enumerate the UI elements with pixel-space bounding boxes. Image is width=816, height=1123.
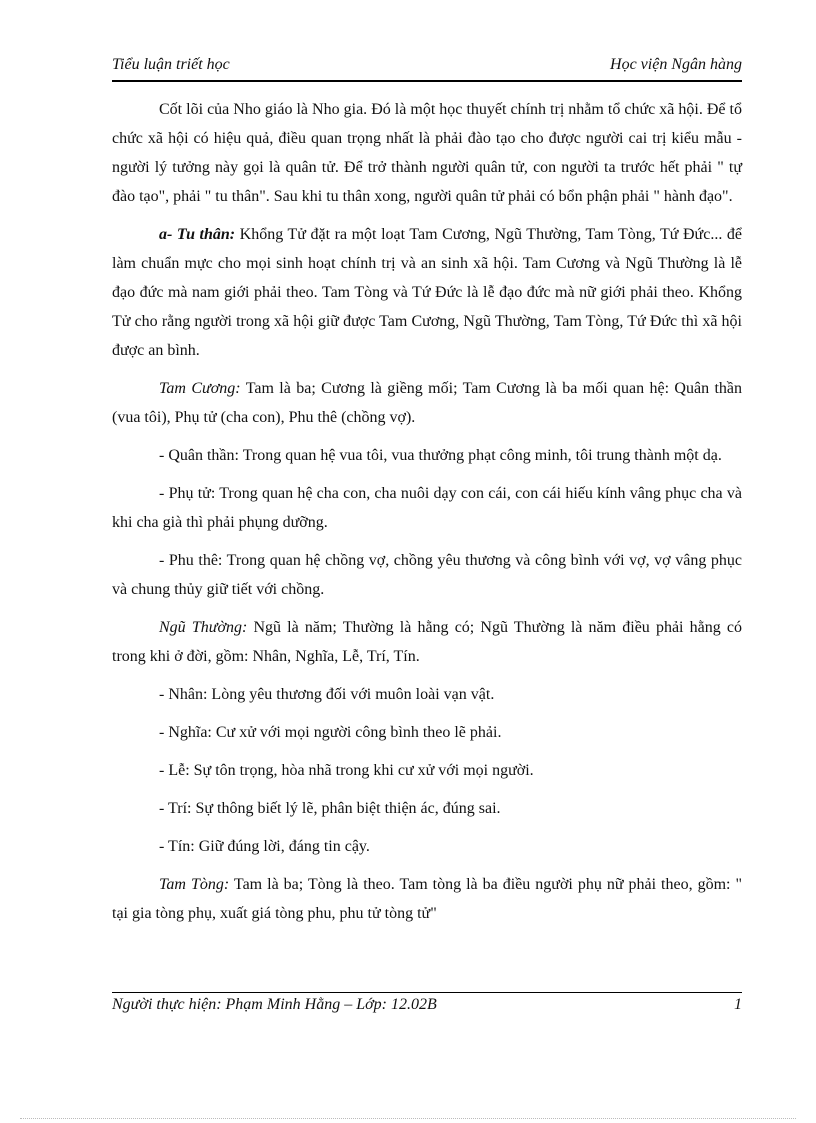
- list-item-tri: - Trí: Sự thông biết lý lẽ, phân biệt thiện ác, đúng sai.: [159, 800, 501, 817]
- paragraph-intro: Cốt lõi của Nho giáo là Nho gia. Đó là một học thuyết chính trị nhằm tổ chức xã hội. Để tổ chức xã hội có hiệu quả, điều quan trọng nhất là phải đào tạo cho được người cai trị kiểu mẫu - người lý tưởng này gọi là quân tử. Để trở thành người quân tử, con người ta trước hết phải " tự đào tạo", phải " tu thân". Sau khi tu thân xong, người quân tử phải có bổn phận phải " hành đạo".: [112, 101, 742, 205]
- paragraph-tu-than: [112, 220, 742, 365]
- list-item-nghia: - Nghĩa: Cư xử với mọi người công bình theo lẽ phải.: [159, 724, 502, 741]
- paragraph-tam-tong: [112, 870, 742, 928]
- page-header: [112, 48, 742, 82]
- section-heading: a- Tu thân:: [159, 226, 236, 243]
- term-label: Ngũ Thường:: [159, 619, 248, 636]
- document-body: [112, 95, 742, 937]
- paragraph-text: Khổng Tử đặt ra một loạt Tam Cương, Ngũ Thường, Tam Tòng, Tứ Đức... để làm chuẩn mực cho mọi sinh hoạt chính trị và an sinh xã hội. Tam Cương và Ngũ Thường là lễ đạo đức mà nam giới phải theo. Tam Tòng và Tứ Đức là lễ đạo đức mà nữ giới phải theo. Khổng Tử cho rằng người trong xã hội giữ được Tam Cương, Ngũ Thường, Tam Tòng, Tứ Đức thì xã hội được an bình.: [112, 226, 742, 359]
- list-item-phu-tu: - Phụ tử: Trong quan hệ cha con, cha nuôi dạy con cái, con cái hiếu kính vâng phục cha và khi cha già thì phải phụng dưỡng.: [112, 485, 742, 531]
- page-footer: [112, 992, 742, 1019]
- list-item-quan-than: - Quân thần: Trong quan hệ vua tôi, vua thưởng phạt công minh, tôi trung thành một dạ.: [159, 447, 722, 464]
- term-label: Tam Cương:: [159, 380, 241, 397]
- paragraph-ngu-thuong: [112, 613, 742, 671]
- list-item-le: - Lễ: Sự tôn trọng, hòa nhã trong khi cư xử với mọi người.: [159, 762, 534, 779]
- page-edge-divider: [20, 1118, 796, 1119]
- page-number: 1: [734, 996, 742, 1013]
- paragraph-text: Tam là ba; Tòng là theo. Tam tòng là ba điều người phụ nữ phải theo, gồm: " tại gia tòng phụ, xuất giá tòng phu, phu tử tòng tử": [112, 876, 743, 922]
- footer-author: Người thực hiện: Phạm Minh Hằng – Lớp: 12.02B: [112, 996, 437, 1013]
- header-title: Tiểu luận triết học: [112, 56, 230, 73]
- term-label: Tam Tòng:: [159, 876, 230, 893]
- list-item-tin: - Tín: Giữ đúng lời, đáng tin cậy.: [159, 838, 370, 855]
- paragraph-tam-cuong: [112, 374, 742, 432]
- list-item-phu-the: - Phu thê: Trong quan hệ chồng vợ, chồng yêu thương và công bình với vợ, vợ vâng phục và chung thủy giữ tiết với chồng.: [112, 552, 742, 598]
- paragraph-text: Ngũ là năm; Thường là hằng có; Ngũ Thường là năm điều phải hằng có trong khi ở đời, gồm: Nhân, Nghĩa, Lễ, Trí, Tín.: [112, 619, 742, 665]
- paragraph-text: Tam là ba; Cương là giềng mối; Tam Cương là ba mối quan hệ: Quân thần (vua tôi), Phụ tử (cha con), Phu thê (chồng vợ).: [112, 380, 743, 426]
- list-item-nhan: - Nhân: Lòng yêu thương đối với muôn loài vạn vật.: [159, 686, 495, 703]
- header-institution: Học viện Ngân hàng: [610, 56, 742, 73]
